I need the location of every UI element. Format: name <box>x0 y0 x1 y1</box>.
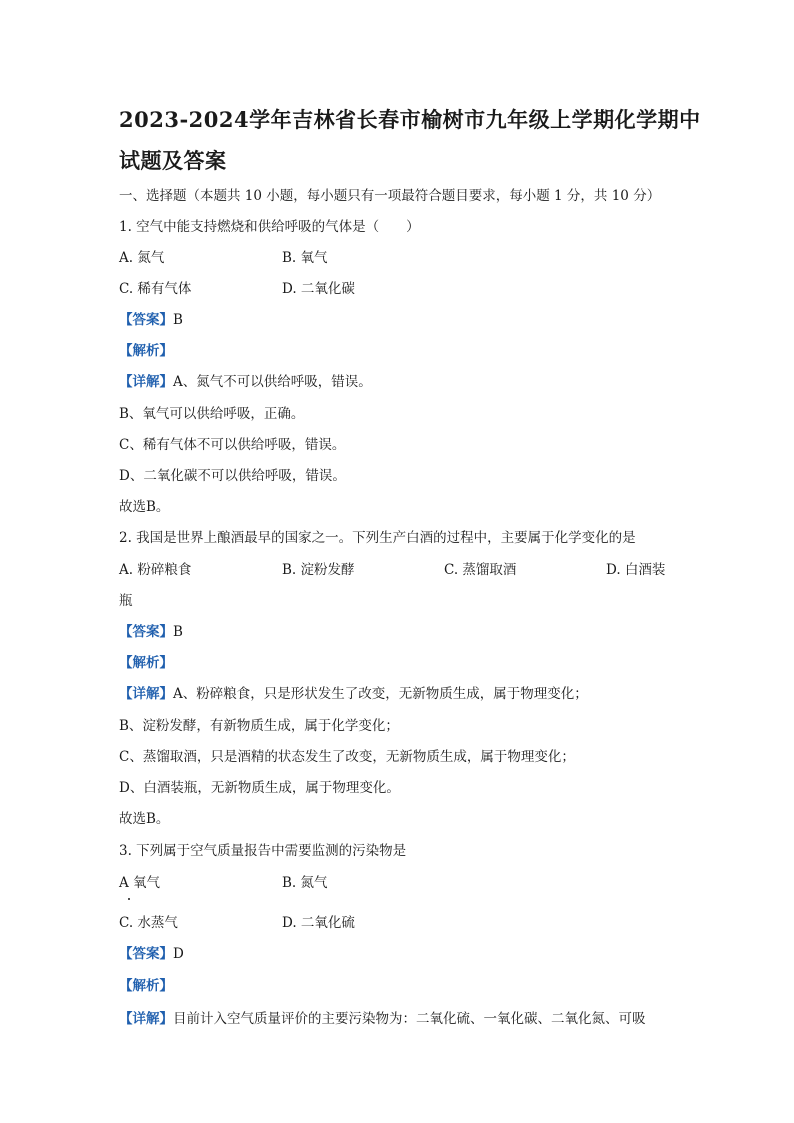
analysis-label: 【解析】 <box>119 343 173 359</box>
section-heading: 一、选择题（本题共 10 小题，每小题只有一项最符合题目要求，每小题 1 分，共 10 分） <box>119 188 661 204</box>
question-3-detail <box>119 1010 646 1028</box>
detail-label: 【详解】 <box>119 686 173 702</box>
question-3-answer <box>119 945 184 963</box>
question-2-option-b: B. 淀粉发酵 <box>282 562 355 578</box>
question-3-option-a: A 氧气 <box>119 875 161 891</box>
question-2-analysis <box>119 654 173 672</box>
question-2-option-d-wrap: 瓶 <box>119 593 133 609</box>
question-2-detail-line: C、蒸馏取酒，只是酒精的状态发生了改变，无新物质生成，属于物理变化； <box>119 749 575 765</box>
question-3-stem: 3. 下列属于空气质量报告中需要监测的污染物是 <box>119 843 407 859</box>
question-1-detail-line: B、氧气可以供给呼吸，正确。 <box>119 406 305 422</box>
question-2-detail-line: B、淀粉发酵，有新物质生成，属于化学变化； <box>119 718 399 734</box>
answer-value: D <box>173 946 184 962</box>
detail-label: 【详解】 <box>119 374 173 390</box>
question-3-option-b: B. 氮气 <box>282 875 328 891</box>
question-2-answer <box>119 623 183 641</box>
question-1-option-b: B. 氧气 <box>282 250 328 266</box>
question-1-analysis <box>119 342 173 360</box>
analysis-label: 【解析】 <box>119 655 173 671</box>
question-3-option-d: D. 二氧化硫 <box>282 915 355 931</box>
question-1-answer <box>119 311 183 329</box>
answer-label: 【答案】 <box>119 946 173 962</box>
answer-label: 【答案】 <box>119 312 173 328</box>
question-3-option-c: C. 水蒸气 <box>119 915 178 931</box>
question-1-option-c: C. 稀有气体 <box>119 281 192 297</box>
detail-text: A、粉碎粮食，只是形状发生了改变，无新物质生成，属于物理变化； <box>173 686 588 702</box>
answer-value: B <box>173 624 183 640</box>
question-1-option-a: A. 氮气 <box>119 250 165 266</box>
emphasis-dot <box>128 898 130 900</box>
question-2-detail-line: D、白酒装瓶，无新物质生成，属于物理变化。 <box>119 780 400 796</box>
question-1-detail-line: D、二氧化碳不可以供给呼吸，错误。 <box>119 468 346 484</box>
question-2-conclusion: 故选B。 <box>119 811 170 827</box>
question-2-option-d: D. 白酒装 <box>606 562 666 578</box>
question-2-detail <box>119 685 588 703</box>
detail-text: 目前计入空气质量评价的主要污染物为：二氧化硫、一氧化碳、二氧化氮、可吸 <box>173 1011 646 1027</box>
document-title-line-1: 2023-2024学年吉林省长春市榆树市九年级上学期化学期中 <box>119 107 701 132</box>
analysis-label: 【解析】 <box>119 978 173 994</box>
question-2-option-a: A. 粉碎粮食 <box>119 562 192 578</box>
question-1-detail-line: C、稀有气体不可以供给呼吸，错误。 <box>119 437 346 453</box>
question-2-stem: 2. 我国是世界上酿酒最早的国家之一。下列生产白酒的过程中，主要属于化学变化的是 <box>119 530 636 546</box>
document-title-line-2: 试题及答案 <box>119 148 227 173</box>
question-1-stem: 1. 空气中能支持燃烧和供给呼吸的气体是（ ） <box>119 219 420 235</box>
question-1-conclusion: 故选B。 <box>119 499 170 515</box>
detail-text: A、氮气不可以供给呼吸，错误。 <box>173 374 372 390</box>
question-3-analysis <box>119 977 173 995</box>
question-1-option-d: D. 二氧化碳 <box>282 281 355 297</box>
detail-label: 【详解】 <box>119 1011 173 1027</box>
answer-label: 【答案】 <box>119 624 173 640</box>
question-2-option-c: C. 蒸馏取酒 <box>444 562 517 578</box>
answer-value: B <box>173 312 183 328</box>
question-1-detail <box>119 373 372 391</box>
